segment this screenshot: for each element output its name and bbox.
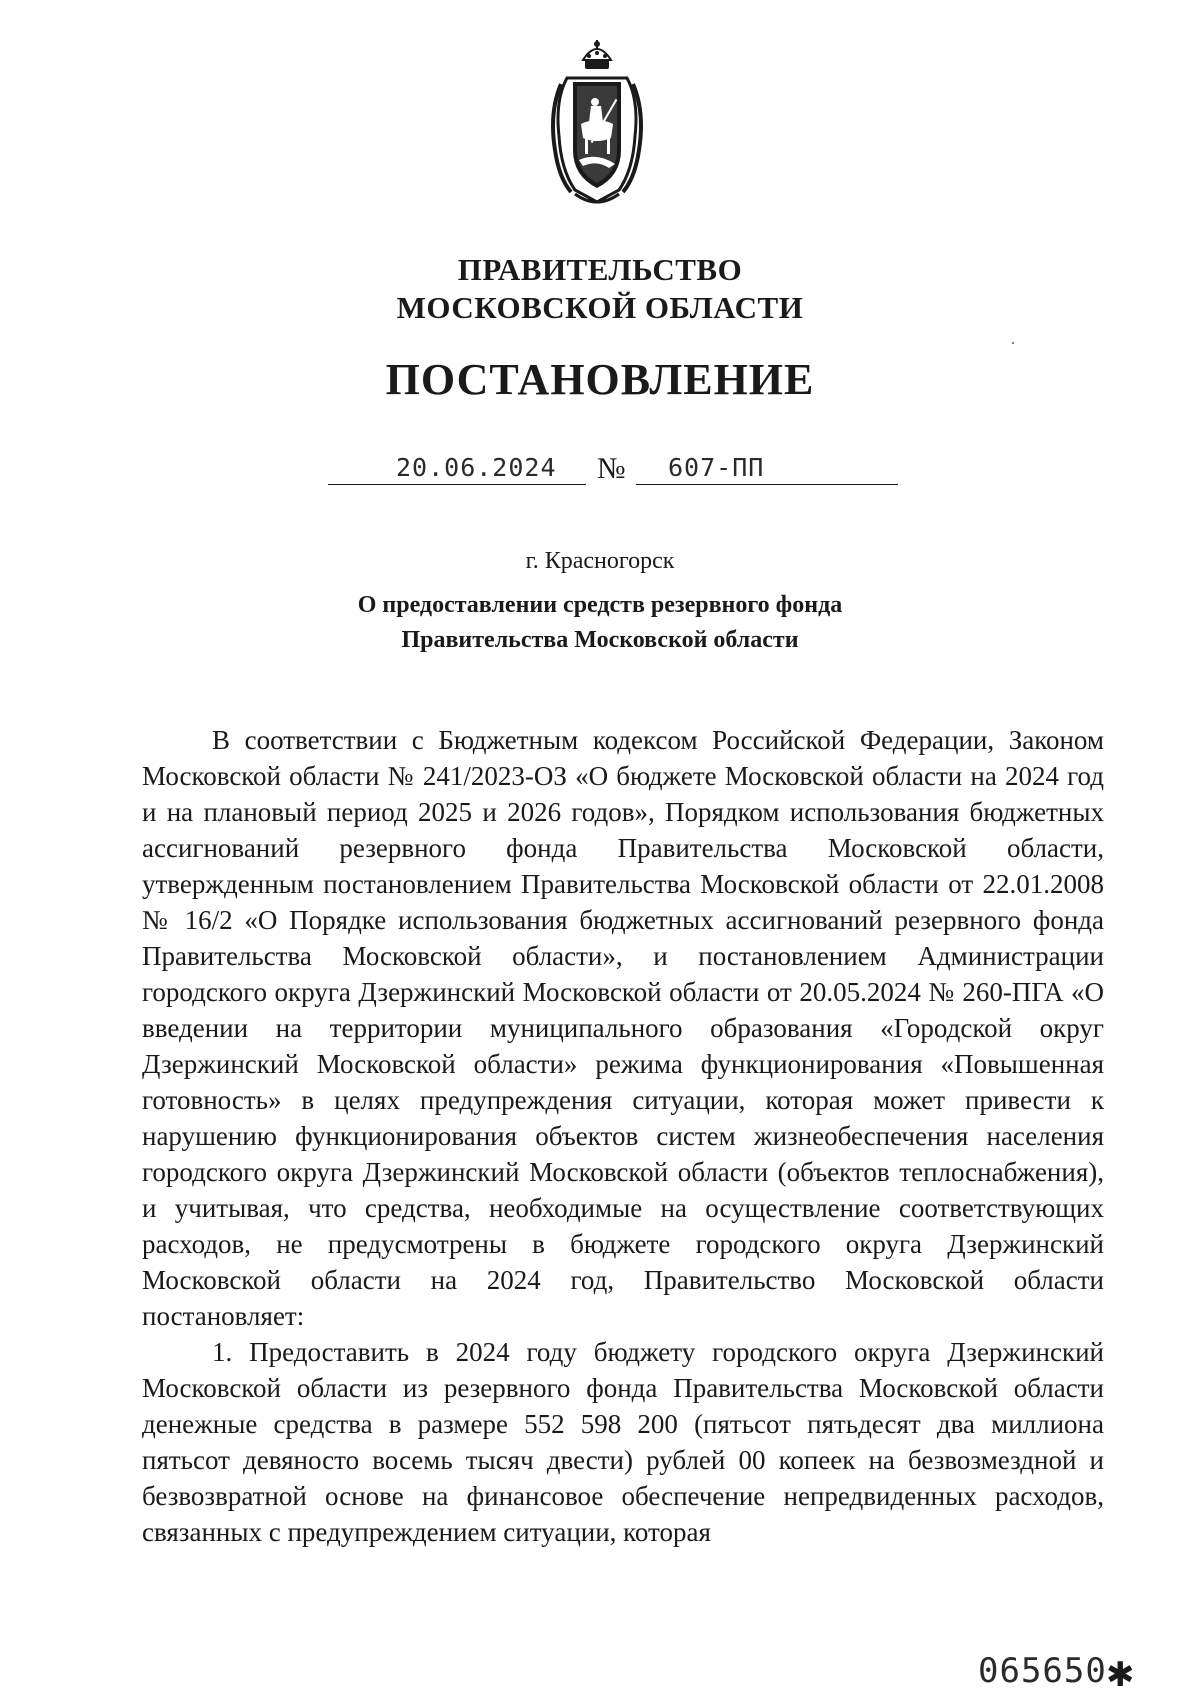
place-of-issue: г. Красногорск xyxy=(525,548,675,574)
moscow-oblast-coat-of-arms-icon xyxy=(545,40,649,206)
preamble-paragraph: В соответствии с Бюджетным кодексом Российской Федерации, Законом Московской области № 241/2023-ОЗ «О бюджете Московской области на 2024 год и на плановый период 2025 и 2026 годов», Порядком использования бюджетных ассигнований резервного фонда Правительства Московской области, утвержденным постановлением Правительства Московской области от 22.01.2008 № 16/2 «О Порядке использования бюджетных ассигнований резервного фонда Правительства Московской области», и постановлением Администрации городского округа Дзержинский Московской области от 20.05.2024 № 260-ПГА «О введении на территории муниципального образования «Городской округ Дзержинский Московской области» режима функционирования «Повышенная готовность» в целях предупреждения ситуации, которая может привести к нарушению функционирования объектов систем жизнеобеспечения населения городского округа Дзержинский Московской области (объектов теплоснабжения), и учитывая, что средства, необходимые на осуществление соответствующих расходов, не предусмотрены в бюджете городского округа Дзержинский Московской области на 2024 год, Правительство Московской области постановляет: xyxy=(142,725,1104,1331)
issuer-line-2: МОСКОВСКОЙ ОБЛАСТИ xyxy=(396,290,804,325)
registration-stamp-number: 065650 xyxy=(978,1651,1107,1691)
scan-speck xyxy=(1012,342,1014,344)
document-number: 607-ПП xyxy=(668,453,765,482)
number-sign: № xyxy=(597,452,626,485)
issuer-line-1: ПРАВИТЕЛЬСТВО xyxy=(457,252,743,287)
document-type-title: ПОСТАНОВЛЕНИЕ xyxy=(385,355,815,404)
document-date: 20.06.2024 xyxy=(396,453,557,482)
stamp-star-icon: ✱ xyxy=(1106,1657,1135,1694)
date-underline xyxy=(328,484,586,485)
number-underline xyxy=(636,484,898,485)
clause-1-paragraph: 1. Предоставить в 2024 году бюджету городского округа Дзержинский Московской области из резервного фонда Правительства Московской области денежные средства в размере 552 598 200 (пятьсот пятьдесят два миллиона пятьсот девяносто восемь тысяч двести) рублей 00 копеек на безвозмездной и безвозвратной основе на финансовое обеспечение непредвиденных расходов, связанных с предупреждением ситуации, которая xyxy=(142,1337,1104,1547)
document-body xyxy=(142,722,1104,1550)
subject-line-2: Правительства Московской области xyxy=(401,627,799,653)
subject-line-1: О предоставлении средств резервного фонда xyxy=(357,592,843,618)
